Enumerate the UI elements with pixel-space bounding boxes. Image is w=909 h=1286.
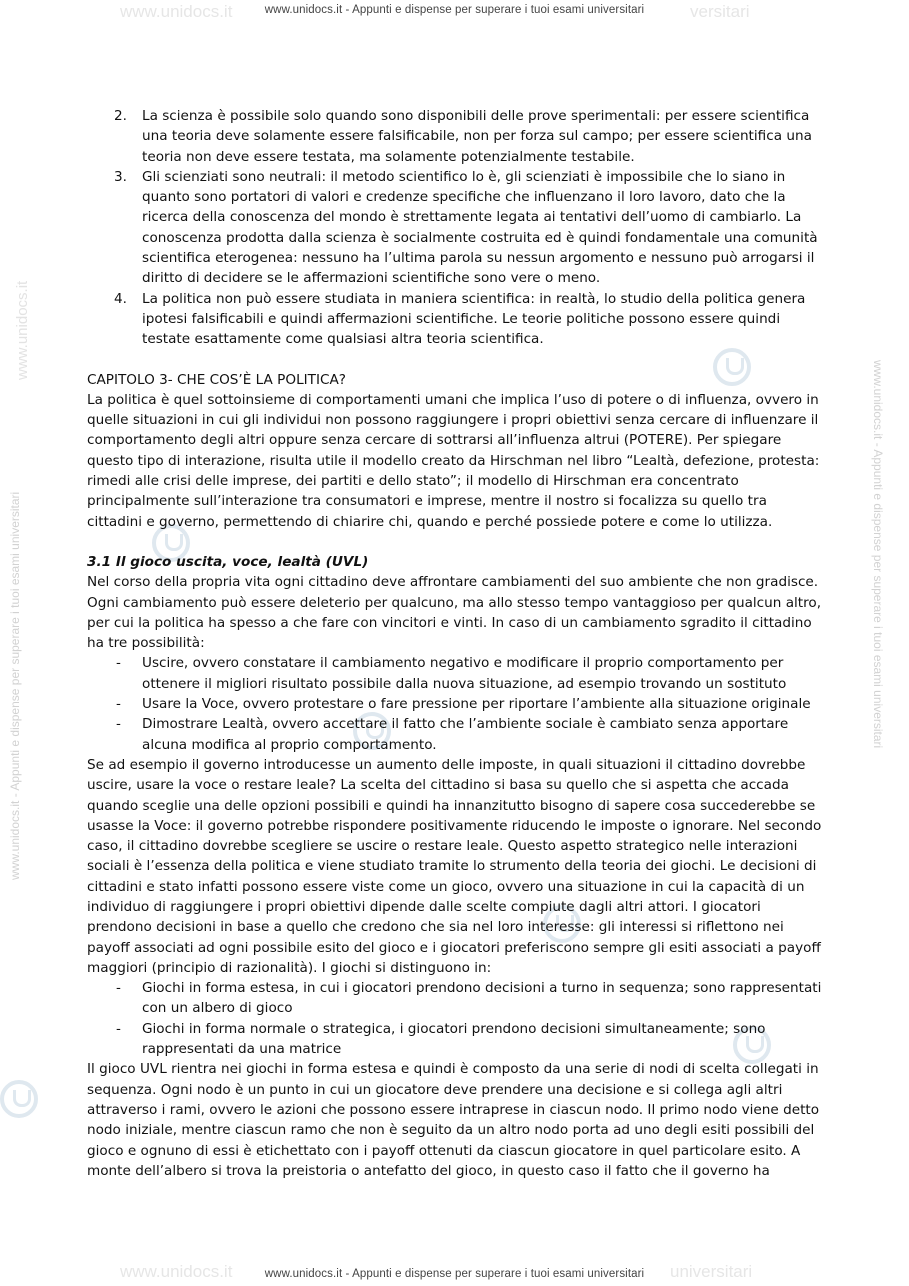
side-watermark-right: www.unidocs.it - Appunti e dispense per superare i tuoi esami universitari — [871, 360, 885, 749]
list-item-text: La politica non può essere studiata in maniera scientifica: in realtà, lo studio della politica genera ipotesi falsificabili e quindi affermazioni scientifiche. Le teorie politiche possono essere quindi testate esattamente come qualsiasi altra teoria scientifica. — [142, 290, 806, 348]
numbered-list-item — [87, 106, 825, 167]
numbered-list-item — [87, 167, 825, 289]
page-footer: www.unidocs.it - Appunti e dispense per superare i tuoi esami universitari — [264, 1268, 645, 1280]
list-item-text: Gli scienziati sono neutrali: il metodo scientifico lo è, gli scienziati è impossibile che lo siano in quanto sono portatori di valori e credenze specifiche che influenzano il loro lavoro, dato che la ricerca della conoscenza del mondo è strettamente legata ai tentativi dell’uomo di cambiarlo. La conoscenza prodotta dalla scienza è socialmente costruita ed è quindi fondamentale una comunità scientifica eterogenea: nessuno ha l’ultima parola su nessun argomento e nessuno può arrogarsi il diritto di decidere se le affermazioni scientifiche sono vere o meno. — [142, 168, 818, 287]
document-body — [87, 106, 825, 1181]
chapter-title: CAPITOLO 3- CHE COS’È LA POLITICA? — [87, 371, 346, 388]
section-paragraph: Nel corso della propria vita ogni cittadino deve affrontare cambiamenti del suo ambiente che non gradisce. Ogni cambiamento può essere deleterio per qualcuno, ma allo stesso tempo vantaggioso per qualcun altro, per cui la politica ha spesso a che fare con vincitori e vinti. In caso di un cambiamento sgradito il cittadino ha tre possibilità: — [87, 574, 822, 652]
bullet-marker: - — [116, 696, 121, 713]
bullet-marker: - — [116, 716, 121, 733]
bullet-text: Giochi in forma estesa, in cui i giocatori prendono decisioni a turno in sequenza; sono rappresentati con un albero di gioco — [142, 980, 822, 1017]
list-item-text: La scienza è possibile solo quando sono disponibili delle prove sperimentali: per essere scientifica una teoria deve solamente essere falsificabile, non per forza sul campo; per essere scientifica una teoria non deve essere testata, ma solamente potenzialmente testabile. — [142, 108, 812, 165]
bullet-marker: - — [116, 1020, 121, 1037]
bullet-list-item — [87, 694, 825, 714]
list-number: 3. — [114, 168, 127, 185]
list-number: 2. — [114, 108, 127, 124]
bullet-list-item — [87, 714, 825, 755]
bullet-text: Dimostrare Lealtà, ovvero accettare il fatto che l’ambiente sociale è cambiato senza apportare alcuna modifica al proprio comportamento. — [142, 716, 789, 753]
faded-watermark-bottom-right: universitari — [670, 1262, 753, 1281]
section-title: 3.1 Il gioco uscita, voce, lealtà (UVL) — [87, 553, 369, 570]
bullet-list-item — [87, 978, 825, 1019]
chapter-paragraph: La politica è quel sottoinsieme di comportamenti umani che implica l’uso di potere o di influenza, ovvero in quelle situazioni in cui gli individui non possono raggiungere i propri obiettivi senza cercare di influenzare il comportamento degli altri oppure senza cercare di sottrarsi all’influenza altrui (POTERE). Per spiegare questo tipo di interazione, risulta utile il modello creato da Hirschman nel libro “Lealtà, defezione, protesta: rimedi alle crisi delle imprese, dei partiti e dello stato”; il modello di Hirschman era concentrato principalmente sull’interazione tra consumatori e imprese, mentre il nostro si focalizza su quello tra cittadini e governo, permettendo di chiarire chi, quando e perché possiede potere e come lo utilizza. — [87, 391, 820, 530]
bullet-text: Uscire, ovvero constatare il cambiamento negativo e modificare il proprio comportamento per ottenere il migliori risultato possibile dalla nuova situazione, ad esempio trovando un sostituto — [142, 655, 787, 692]
list-number: 4. — [114, 290, 127, 307]
section-paragraph: Il gioco UVL rientra nei giochi in forma estesa e quindi è composto da una serie di nodi di scelta collegati in sequenza. Ogni nodo è un punto in cui un giocatore deve prendere una decisione e si collega agli altri attraverso i rami, ovvero le azioni che possono essere intraprese in ciascun nodo. Il primo nodo viene detto nodo iniziale, mentre ciascun ramo che non è seguito da un altro nodo porta ad uno degli esiti possibili del gioco e ognuno di essi è etichettato con i payoff ottenuti da ciascun giocatore in quel particolare esito. A monte dell’albero si trova la preistoria o antefatto del gioco, in questo caso il fatto che il governo ha — [87, 1061, 820, 1179]
bullet-list-item — [87, 1019, 825, 1060]
bullet-list-item — [87, 653, 825, 694]
faded-watermark-bottom-left: www.unidocs.it — [120, 1262, 233, 1281]
faded-watermark-top: www.unidocs.it — [120, 2, 233, 21]
bullet-text: Giochi in forma normale o strategica, i giocatori prendono decisioni simultaneamente; sono rappresentati da una matrice — [142, 1020, 766, 1058]
faded-watermark-top-right: versitari — [690, 2, 750, 21]
numbered-list-item — [87, 289, 825, 350]
logo-watermark-icon — [0, 1080, 38, 1118]
side-watermark-left: www.unidocs.it - Appunti e dispense per superare i tuoi esami universitari — [8, 491, 22, 880]
section-paragraph: Se ad esempio il governo introducesse un aumento delle imposte, in quali situazioni il cittadino dovrebbe uscire, usare la voce o restare leale? La scelta del cittadino si basa su quello che si aspetta che accada quando sceglie una delle opzioni possibili e quindi ha innanzitutto bisogno di sapere cosa succederebbe se usasse la Voce: il governo potrebbe rispondere positivamente riducendo le imposte o ignorare. Nel secondo caso, il cittadino dovrebbe scegliere se uscire o restare leale. Questo aspetto strategico nelle interazioni sociali è l’essenza della politica e viene studiato tramite lo strumento della teoria dei giochi. Le decisioni di cittadini e stato infatti possono essere viste come un gioco, ovvero una situazione in cui la capacità di un individuo di raggiungere i propri obiettivi dipende dalle scelte compiute dagli altri attori. I giocatori prendono decisioni in base a quello che credono che sia nel loro interesse: gli interessi si riflettono nei payoff associati ad ogni possibile esito del gioco e i giocatori preferiscono sempre gli esiti associati a payoff maggiori (principio di razionalità). I giochi si distinguono in: — [87, 756, 822, 976]
bullet-marker: - — [116, 655, 121, 672]
page-header: www.unidocs.it - Appunti e dispense per superare i tuoi esami universitari — [264, 4, 645, 16]
side-watermark-left-short: www.unidocs.it — [14, 280, 31, 380]
bullet-text: Usare la Voce, ovvero protestare o fare pressione per riportare l’ambiente alla situazione originale — [142, 696, 811, 713]
bullet-marker: - — [116, 980, 121, 997]
